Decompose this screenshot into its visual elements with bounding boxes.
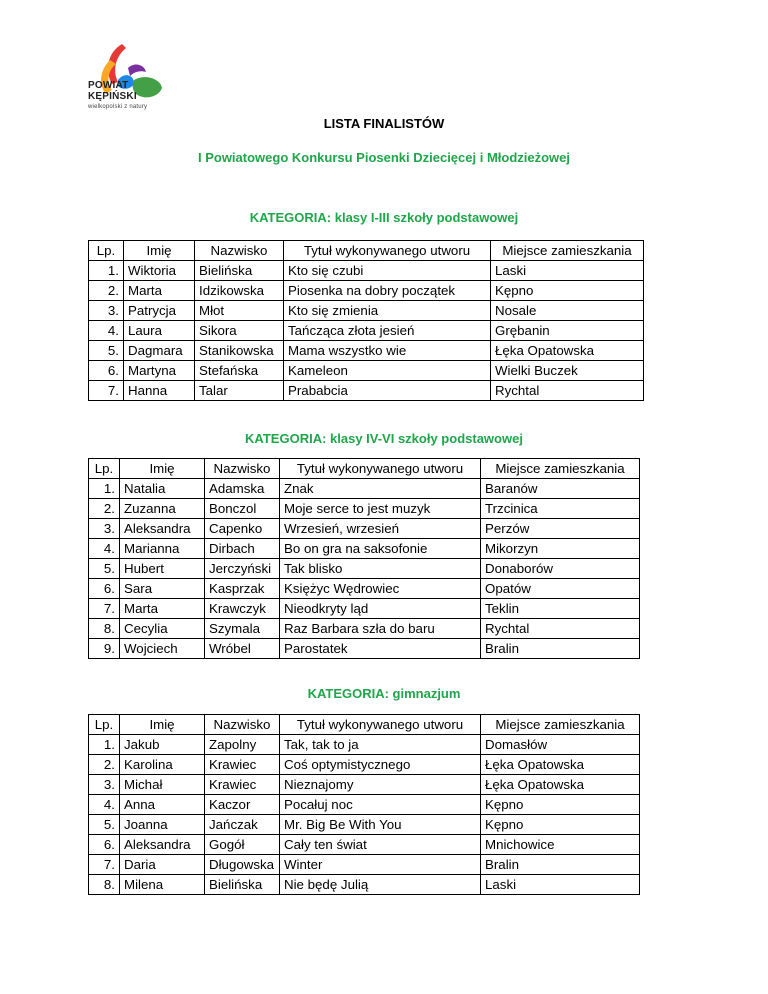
col-header-song: Tytuł wykonywanego utworu: [280, 715, 481, 735]
cell-first-name: Hanna: [124, 381, 195, 401]
table-body: [89, 261, 644, 401]
cell-first-name: Martyna: [124, 361, 195, 381]
cell-place: Kępno: [491, 281, 644, 301]
cell-song-title: Bo on gra na saksofonie: [280, 539, 481, 559]
finalists-table-3: [88, 714, 640, 895]
cell-surname: Krawiec: [205, 755, 280, 775]
cell-first-name: Cecylia: [120, 619, 205, 639]
finalists-table-2: [88, 458, 640, 659]
cell-place: Łęka Opatowska: [481, 755, 640, 775]
cell-lp: 6.: [89, 579, 120, 599]
cell-surname: Stefańska: [195, 361, 284, 381]
cell-lp: 2.: [89, 499, 120, 519]
cell-lp: 8.: [89, 619, 120, 639]
cell-surname: Kasprzak: [205, 579, 280, 599]
cell-place: Domasłów: [481, 735, 640, 755]
cell-place: Teklin: [481, 599, 640, 619]
cell-song-title: Wrzesień, wrzesień: [280, 519, 481, 539]
cell-lp: 3.: [89, 301, 124, 321]
cell-surname: Dirbach: [205, 539, 280, 559]
cell-lp: 5.: [89, 815, 120, 835]
cell-song-title: Znak: [280, 479, 481, 499]
cell-lp: 7.: [89, 855, 120, 875]
table-row: [89, 539, 640, 559]
cell-place: Rychtal: [481, 619, 640, 639]
cell-place: Wielki Buczek: [491, 361, 644, 381]
cell-place: Bralin: [481, 855, 640, 875]
table-header-row: [89, 715, 640, 735]
cell-lp: 2.: [89, 281, 124, 301]
cell-place: Laski: [481, 875, 640, 895]
cell-place: Laski: [491, 261, 644, 281]
cell-surname: Bielińska: [195, 261, 284, 281]
cell-lp: 5.: [89, 341, 124, 361]
table-row: [89, 341, 644, 361]
cell-surname: Kaczor: [205, 795, 280, 815]
col-header-place: Miejsce zamieszkania: [481, 715, 640, 735]
cell-first-name: Milena: [120, 875, 205, 895]
cell-place: Mnichowice: [481, 835, 640, 855]
cell-first-name: Aleksandra: [120, 519, 205, 539]
col-header-lp: Lp.: [89, 241, 124, 261]
cell-first-name: Daria: [120, 855, 205, 875]
cell-surname: Gogół: [205, 835, 280, 855]
cell-song-title: Prababcia: [284, 381, 491, 401]
cell-song-title: Parostatek: [280, 639, 481, 659]
category-2-title: KATEGORIA: klasy IV-VI szkoły podstawowej: [245, 431, 523, 446]
cell-lp: 1.: [89, 261, 124, 281]
col-header-place: Miejsce zamieszkania: [481, 459, 640, 479]
cell-surname: Długowska: [205, 855, 280, 875]
cell-place: Baranów: [481, 479, 640, 499]
cell-place: Nosale: [491, 301, 644, 321]
cell-song-title: Mr. Big Be With You: [280, 815, 481, 835]
cell-place: Donaborów: [481, 559, 640, 579]
category-3-title: KATEGORIA: gimnazjum: [307, 686, 461, 701]
logo-tagline: wielkopolski z natury: [88, 104, 148, 110]
cell-song-title: Cały ten świat: [280, 835, 481, 855]
table-row: [89, 281, 644, 301]
cell-surname: Talar: [195, 381, 284, 401]
cell-song-title: Kto się czubi: [284, 261, 491, 281]
table-row: [89, 639, 640, 659]
cell-first-name: Laura: [124, 321, 195, 341]
col-header-song: Tytuł wykonywanego utworu: [280, 459, 481, 479]
cell-surname: Idzikowska: [195, 281, 284, 301]
col-header-lp: Lp.: [89, 459, 120, 479]
cell-first-name: Jakub: [120, 735, 205, 755]
cell-first-name: Wiktoria: [124, 261, 195, 281]
logo-line-2: KĘPIŃSKI: [88, 91, 137, 102]
table-row: [89, 381, 644, 401]
cell-lp: 6.: [89, 361, 124, 381]
table-row: [89, 619, 640, 639]
cell-surname: Jańczak: [205, 815, 280, 835]
table-row: [89, 875, 640, 895]
table-row: [89, 599, 640, 619]
cell-first-name: Marianna: [120, 539, 205, 559]
cell-place: Łęka Opatowska: [491, 341, 644, 361]
col-header-name: Imię: [120, 715, 205, 735]
cell-first-name: Wojciech: [120, 639, 205, 659]
table-row: [89, 835, 640, 855]
col-header-surname: Nazwisko: [205, 459, 280, 479]
cell-song-title: Piosenka na dobry początek: [284, 281, 491, 301]
table-row: [89, 775, 640, 795]
cell-place: Bralin: [481, 639, 640, 659]
cell-surname: Adamska: [205, 479, 280, 499]
cell-song-title: Księżyc Wędrowiec: [280, 579, 481, 599]
finalists-table-1: [88, 240, 644, 401]
table-row: [89, 815, 640, 835]
cell-lp: 9.: [89, 639, 120, 659]
cell-surname: Zapolny: [205, 735, 280, 755]
cell-song-title: Pocałuj noc: [280, 795, 481, 815]
col-header-lp: Lp.: [89, 715, 120, 735]
cell-lp: 4.: [89, 321, 124, 341]
table-row: [89, 755, 640, 775]
cell-song-title: Tak blisko: [280, 559, 481, 579]
cell-song-title: Kto się zmienia: [284, 301, 491, 321]
cell-lp: 6.: [89, 835, 120, 855]
cell-song-title: Coś optymistycznego: [280, 755, 481, 775]
col-header-name: Imię: [120, 459, 205, 479]
table-row: [89, 795, 640, 815]
cell-lp: 3.: [89, 519, 120, 539]
table-row: [89, 321, 644, 341]
cell-lp: 7.: [89, 599, 120, 619]
cell-surname: Stanikowska: [195, 341, 284, 361]
cell-first-name: Michał: [120, 775, 205, 795]
table-row: [89, 261, 644, 281]
col-header-surname: Nazwisko: [205, 715, 280, 735]
page-title: LISTA FINALISTÓW: [323, 116, 445, 131]
cell-song-title: Tańcząca złota jesień: [284, 321, 491, 341]
cell-surname: Capenko: [205, 519, 280, 539]
table-row: [89, 559, 640, 579]
cell-place: Trzcinica: [481, 499, 640, 519]
cell-surname: Szymala: [205, 619, 280, 639]
category-1-title: KATEGORIA: klasy I-III szkoły podstawowej: [249, 210, 519, 225]
cell-lp: 2.: [89, 755, 120, 775]
cell-song-title: Tak, tak to ja: [280, 735, 481, 755]
cell-surname: Młot: [195, 301, 284, 321]
cell-surname: Wróbel: [205, 639, 280, 659]
table-row: [89, 579, 640, 599]
cell-place: Łęka Opatowska: [481, 775, 640, 795]
cell-place: Grębanin: [491, 321, 644, 341]
col-header-place: Miejsce zamieszkania: [491, 241, 644, 261]
col-header-surname: Nazwisko: [195, 241, 284, 261]
cell-first-name: Aleksandra: [120, 835, 205, 855]
table-body: [89, 735, 640, 895]
table-body: [89, 479, 640, 659]
table-row: [89, 735, 640, 755]
cell-surname: Sikora: [195, 321, 284, 341]
cell-surname: Bielińska: [205, 875, 280, 895]
cell-first-name: Dagmara: [124, 341, 195, 361]
cell-first-name: Joanna: [120, 815, 205, 835]
cell-lp: 1.: [89, 479, 120, 499]
cell-lp: 1.: [89, 735, 120, 755]
cell-lp: 3.: [89, 775, 120, 795]
cell-first-name: Karolina: [120, 755, 205, 775]
table-row: [89, 361, 644, 381]
table-row: [89, 499, 640, 519]
cell-lp: 4.: [89, 539, 120, 559]
cell-song-title: Mama wszystko wie: [284, 341, 491, 361]
cell-first-name: Anna: [120, 795, 205, 815]
cell-lp: 4.: [89, 795, 120, 815]
table-row: [89, 519, 640, 539]
cell-first-name: Patrycja: [124, 301, 195, 321]
col-header-song: Tytuł wykonywanego utworu: [284, 241, 491, 261]
cell-first-name: Hubert: [120, 559, 205, 579]
cell-lp: 8.: [89, 875, 120, 895]
cell-first-name: Sara: [120, 579, 205, 599]
cell-song-title: Kameleon: [284, 361, 491, 381]
cell-first-name: Zuzanna: [120, 499, 205, 519]
cell-lp: 7.: [89, 381, 124, 401]
cell-place: Mikorzyn: [481, 539, 640, 559]
cell-place: Opatów: [481, 579, 640, 599]
cell-surname: Jerczyński: [205, 559, 280, 579]
cell-place: Kępno: [481, 795, 640, 815]
cell-first-name: Natalia: [120, 479, 205, 499]
cell-place: Rychtal: [491, 381, 644, 401]
logo-line-1: POWIAT: [88, 80, 129, 91]
cell-place: Kępno: [481, 815, 640, 835]
cell-place: Perzów: [481, 519, 640, 539]
cell-surname: Krawczyk: [205, 599, 280, 619]
table-header-row: [89, 241, 644, 261]
cell-song-title: Moje serce to jest muzyk: [280, 499, 481, 519]
cell-song-title: Winter: [280, 855, 481, 875]
cell-surname: Krawiec: [205, 775, 280, 795]
cell-song-title: Raz Barbara szła do baru: [280, 619, 481, 639]
cell-first-name: Marta: [120, 599, 205, 619]
cell-song-title: Nieznajomy: [280, 775, 481, 795]
table-row: [89, 479, 640, 499]
cell-surname: Bonczol: [205, 499, 280, 519]
cell-first-name: Marta: [124, 281, 195, 301]
page-subtitle: I Powiatowego Konkursu Piosenki Dziecięcej i Młodzieżowej: [197, 150, 571, 165]
table-header-row: [89, 459, 640, 479]
table-row: [89, 855, 640, 875]
col-header-name: Imię: [124, 241, 195, 261]
cell-song-title: Nieodkryty ląd: [280, 599, 481, 619]
cell-song-title: Nie będę Julią: [280, 875, 481, 895]
table-row: [89, 301, 644, 321]
cell-lp: 5.: [89, 559, 120, 579]
